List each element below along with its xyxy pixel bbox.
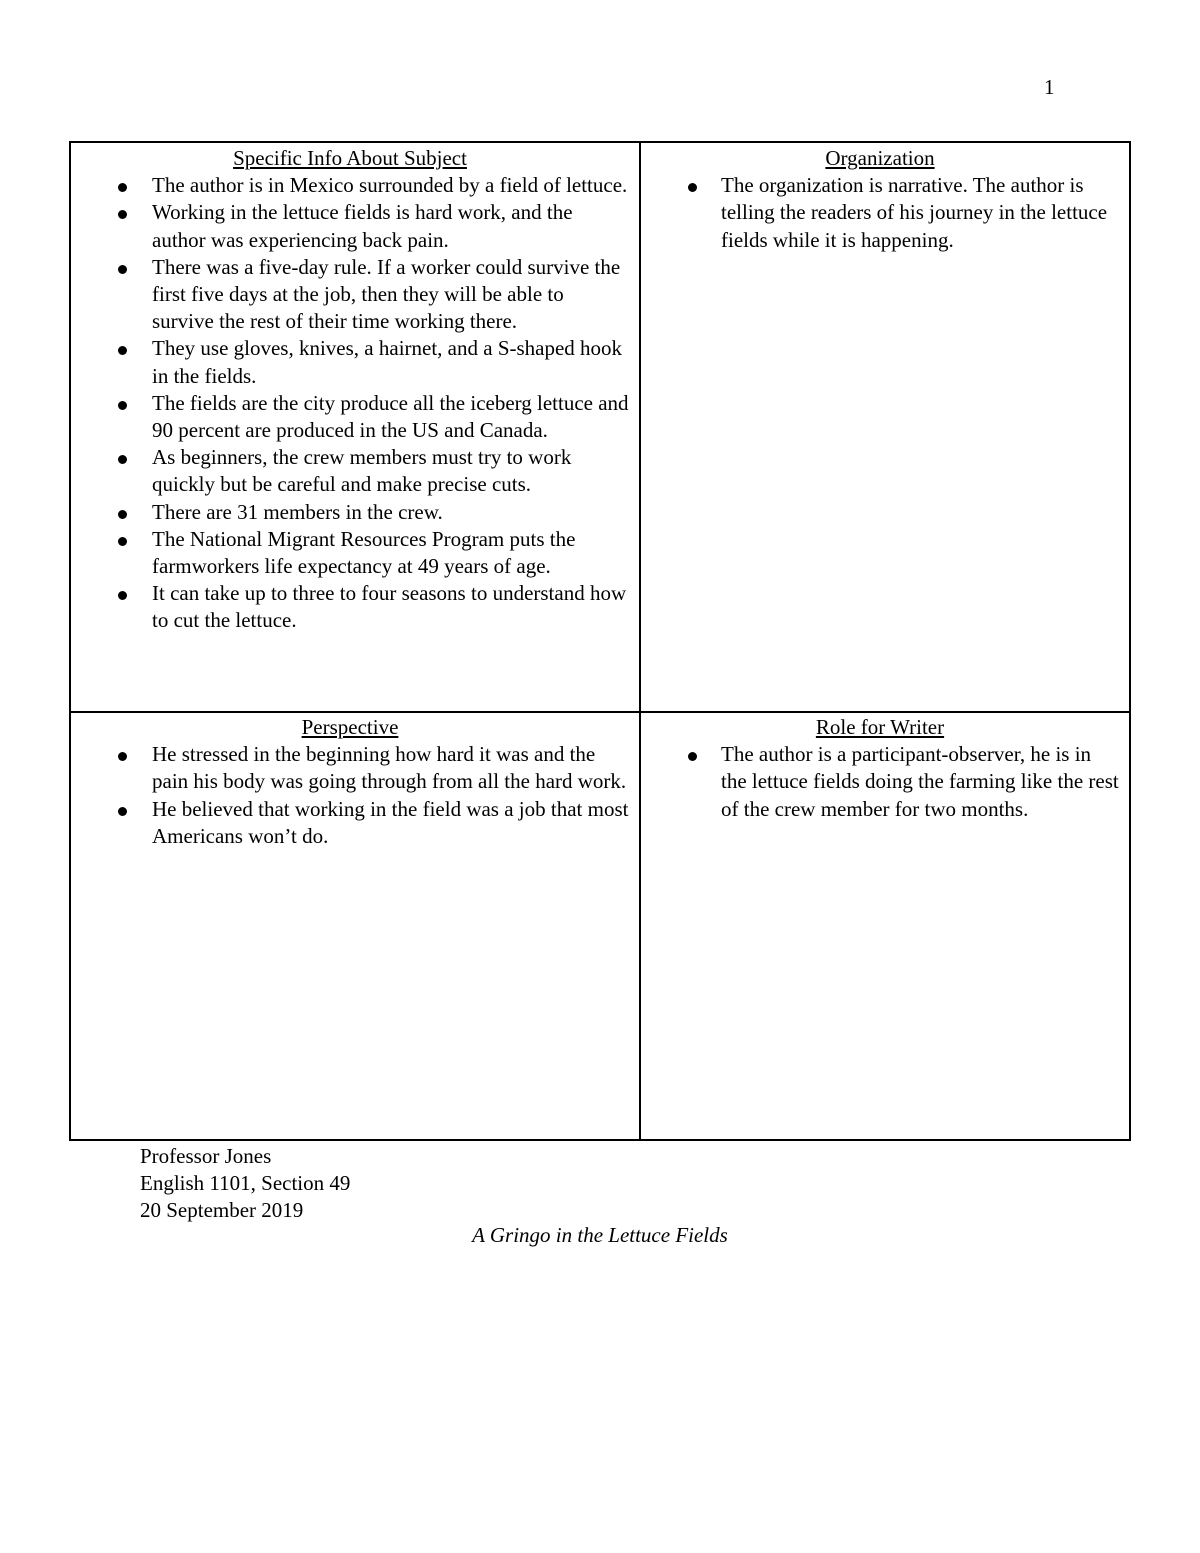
- list-item-text: The organization is narrative. The author is telling the readers of his journey in the lettuce fields while it is happening.: [721, 173, 1108, 252]
- bullet-icon: [118, 183, 127, 192]
- list-item: [110, 254, 629, 336]
- list-item: [110, 172, 629, 199]
- bullet-icon: [118, 510, 127, 519]
- page-number: 1: [1044, 75, 1055, 99]
- bullet-icon: [118, 210, 127, 219]
- bullet-icon: [118, 752, 127, 761]
- list-item: [110, 796, 629, 850]
- list-item: [110, 741, 629, 795]
- cell-perspective: [71, 714, 639, 850]
- cell-role-for-writer: [641, 714, 1129, 823]
- cell-heading-role-for-writer: Role for Writer: [815, 715, 945, 739]
- list-item-text: There are 31 members in the crew.: [152, 499, 443, 524]
- essay-title: A Gringo in the Lettuce Fields: [472, 1223, 728, 1247]
- list-item-text: The author is in Mexico surrounded by a field of lettuce.: [152, 173, 628, 198]
- cell-heading-organization: Organization: [825, 146, 935, 170]
- list-item: [110, 390, 629, 444]
- list-item: [110, 499, 629, 526]
- bullet-icon: [118, 346, 127, 355]
- cell-heading-perspective: Perspective: [301, 715, 399, 739]
- list-item-text: He stressed in the beginning how hard it was and the pain his body was going through from all the hard work.: [152, 742, 627, 794]
- bullet-list-perspective: [110, 741, 629, 850]
- list-item: [110, 580, 629, 634]
- table-vertical-divider: [639, 143, 641, 1139]
- analysis-table: [69, 141, 1131, 1141]
- bullet-list-organization: [680, 172, 1119, 254]
- professor-name: Professor Jones: [140, 1144, 272, 1168]
- bullet-list-specific-info: [110, 172, 629, 634]
- list-item-text: They use gloves, knives, a hairnet, and a S-shaped hook in the fields.: [152, 336, 623, 388]
- list-item-text: He believed that working in the field was a job that most Americans won’t do.: [152, 796, 629, 848]
- mla-heading-block: [140, 1143, 350, 1225]
- list-item-text: The fields are the city produce all the iceberg lettuce and 90 percent are produced in the US and Canada.: [152, 390, 629, 443]
- list-item-text: As beginners, the crew members must try to work quickly but be careful and make precise cuts.: [152, 445, 572, 497]
- list-item: [110, 444, 629, 498]
- list-item-text: Working in the lettuce fields is hard work, and the author was experiencing back pain.: [152, 200, 573, 252]
- cell-organization: [641, 145, 1129, 254]
- bullet-icon: [118, 265, 127, 274]
- list-item-text: There was a five-day rule. If a worker could survive the first five days at the job, then they will be able to survive the rest of their time working there.: [152, 254, 621, 334]
- list-item-text: It can take up to three to four seasons to understand how to cut the lettuce.: [152, 581, 627, 633]
- list-item-text: The National Migrant Resources Program puts the farmworkers life expectancy at 49 years of age.: [152, 526, 576, 579]
- cell-heading-specific-info: Specific Info About Subject: [233, 146, 467, 170]
- list-item: [110, 526, 629, 580]
- course-name: English 1101, Section 49: [140, 1171, 351, 1196]
- bullet-list-role-for-writer: [680, 741, 1119, 823]
- list-item-text: The author is a participant-observer, he is in the lettuce fields doing the farming like the rest of the crew member for two months.: [721, 742, 1119, 821]
- bullet-icon: [688, 752, 697, 761]
- list-item: [110, 199, 629, 253]
- bullet-icon: [118, 807, 127, 816]
- bullet-icon: [118, 401, 127, 410]
- document-date: 20 September 2019: [140, 1198, 304, 1223]
- list-item: [110, 335, 629, 389]
- list-item: [680, 741, 1119, 823]
- list-item: [680, 172, 1119, 254]
- table-horizontal-divider: [71, 711, 1129, 713]
- bullet-icon: [118, 537, 127, 546]
- bullet-icon: [118, 455, 127, 464]
- cell-specific-info: [71, 145, 639, 635]
- bullet-icon: [118, 591, 127, 600]
- bullet-icon: [688, 183, 697, 192]
